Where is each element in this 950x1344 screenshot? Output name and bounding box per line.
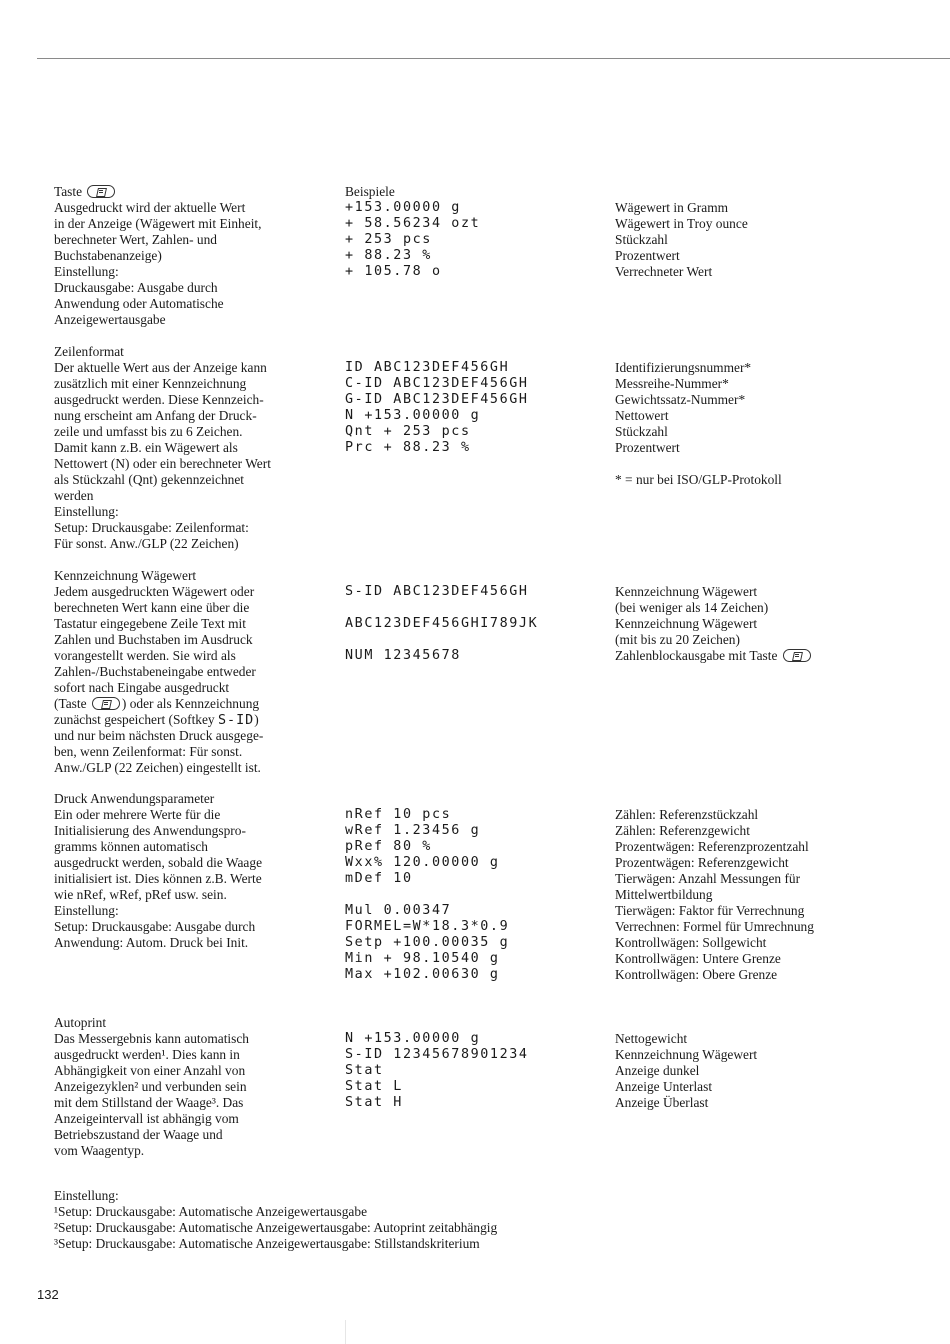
settings-footnotes: Einstellung: ¹Setup: Druckausgabe: Automatische Anzeigewertausgabe ²Setup: Druckausgabe: Automatische Anzeigewertausgabe: Autoprint zeitabhängig ³Setup: Druckausgabe: Automatische Anzeigewertausgabe: Stillstandskriterium [54,1188,498,1251]
section-anwendungsparameter-examples: nRef 10 pcs wRef 1.23456 g pRef 80 % Wxx% 120.00000 g mDef 10 Mul 0.00347 FORMEL=W*18.3*0.9 Setp +100.00035 g Min + 98.10540 g Max +102.00630 g [345,807,510,982]
divider [345,1320,346,1344]
section-zeilenformat-text: Zeilenformat Der aktuelle Wert aus der Anzeige kann zusätzlich mit einer Kennzeichnung ausgedruckt werden. Diese Kennzeich- nung erscheint am Anfang der Druck- zeile und umfasst bis zu 6 Zeichen. Damit kann z.B. ein Wägewert als Nettowert (N) oder ein berechneter Wert als Stückzahl (Qnt) gekennzeichnet werden Einstellung: Setup: Druckausgabe: Zeilenformat: Für sonst. Anw./GLP (22 Zeichen) [54,344,314,552]
print-key-icon [87,185,115,198]
section-anwendungsparameter-text: Druck Anwendungsparameter Ein oder mehrere Werte für die Initialisierung des Anwendungspro- gramms können automatisch ausgedruckt werden, sobald die Waage initialisiert ist. Dies können z.B. Werte wie nRef, wRef, pRef usw. sein. Einstellung: Setup: Druckausgabe: Ausgabe durch Anwendung: Autom. Druck bei Init. [54,791,314,951]
section-taste-examples: Beispiele +153.00000 g + 58.56234 ozt + 253 pcs + 88.23 % + 105.78 o [345,184,605,280]
page-number: 132 [37,1287,59,1302]
section-autoprint-descriptions: Nettogewicht Kennzeichnung Wägewert Anzeige dunkel Anzeige Unterlast Anzeige Überlast [615,1031,758,1110]
section-taste-descriptions: Wägewert in Gramm Wägewert in Troy ounce Stückzahl Prozentwert Verrechneter Wert [615,200,748,279]
section-title: Taste [54,184,314,200]
softkey-code: S-ID [218,713,255,728]
header-rule [37,58,950,59]
section-title: Autoprint [54,1015,107,1030]
section-zeilenformat-examples: ID ABC123DEF456GH C-ID ABC123DEF456GH G-ID ABC123DEF456GH N +153.00000 g Qnt + 253 pcs Prc + 88.23 % [345,360,529,455]
section-anwendungsparameter-descriptions: Zählen: Referenzstückzahl Zählen: Referenzgewicht Prozentwägen: Referenzprozentzahl Prozentwägen: Referenzgewicht Tierwägen: Anzahl Messungen für Mittelwertbildung Tierwägen: Faktor für Verrechnung Verrechnen: Formel für Umrechnung Kontrollwägen: Sollgewicht Kontrollwägen: Untere Grenze Kontrollwägen: Obere Grenze [615,807,814,982]
section-zeilenformat-descriptions: Identifizierungsnummer* Messreihe-Nummer* Gewichtssatz-Nummer* Nettowert Stückzahl Prozentwert * = nur bei ISO/GLP-Protokoll [615,360,782,487]
section-autoprint-examples: N +153.00000 g S-ID 12345678901234 Stat Stat L Stat H [345,1031,529,1110]
section-kennzeichnung-text: Kennzeichnung Wägewert Jedem ausgedruckten Wägewert oder berechneten Wert kann eine über die Tastatur eingegebene Zeile Text mit Zahlen und Buchstaben im Ausdruck vorangestellt werden. Sie wird als Zahlen-/Buchstabeneingabe entweder sofort nach Eingabe ausgedruckt (Taste ) oder als Kennzeichnung zunächst gespeichert (Softkey S-ID) und nur beim nächsten Druck ausgege- ben, wenn Zeilenformat: Für sonst. Anw./GLP (22 Zeichen) eingestellt ist. [54,568,314,776]
section-taste-text: Taste Ausgedruckt wird der aktuelle Wert in der Anzeige (Wägewert mit Einheit, berechneter Wert, Zahlen- und Buchstabenanzeige) Einstellung: Druckausgabe: Ausgabe durch Anwendung oder Automatische Anzeigewertausgabe [54,184,314,328]
examples-label: Beispiele [345,184,395,199]
section-kennzeichnung-descriptions: Kennzeichnung Wägewert (bei weniger als 14 Zeichen) Kennzeichnung Wägewert (mit bis zu 20 Zeichen) Zahlenblockausgabe mit Taste [615,584,950,664]
section-autoprint-text: Autoprint Das Messergebnis kann automatisch ausgedruckt werden¹. Dies kann in Abhängigkeit von einer Anzahl von Anzeigezyklen² und verbunden sein mit dem Stillstand der Waage³. Das Anzeigeintervall ist abhängig vom Betriebszustand der Waage und vom Waagentyp. [54,1015,314,1159]
section-kennzeichnung-examples: S-ID ABC123DEF456GH ABC123DEF456GHI789JK NUM 12345678 [345,584,539,663]
print-key-icon [783,649,811,662]
section-title: Kennzeichnung Wägewert [54,568,197,583]
section-title: Zeilenformat [54,344,124,359]
section-title: Druck Anwendungsparameter [54,791,215,806]
print-key-icon [92,697,120,710]
